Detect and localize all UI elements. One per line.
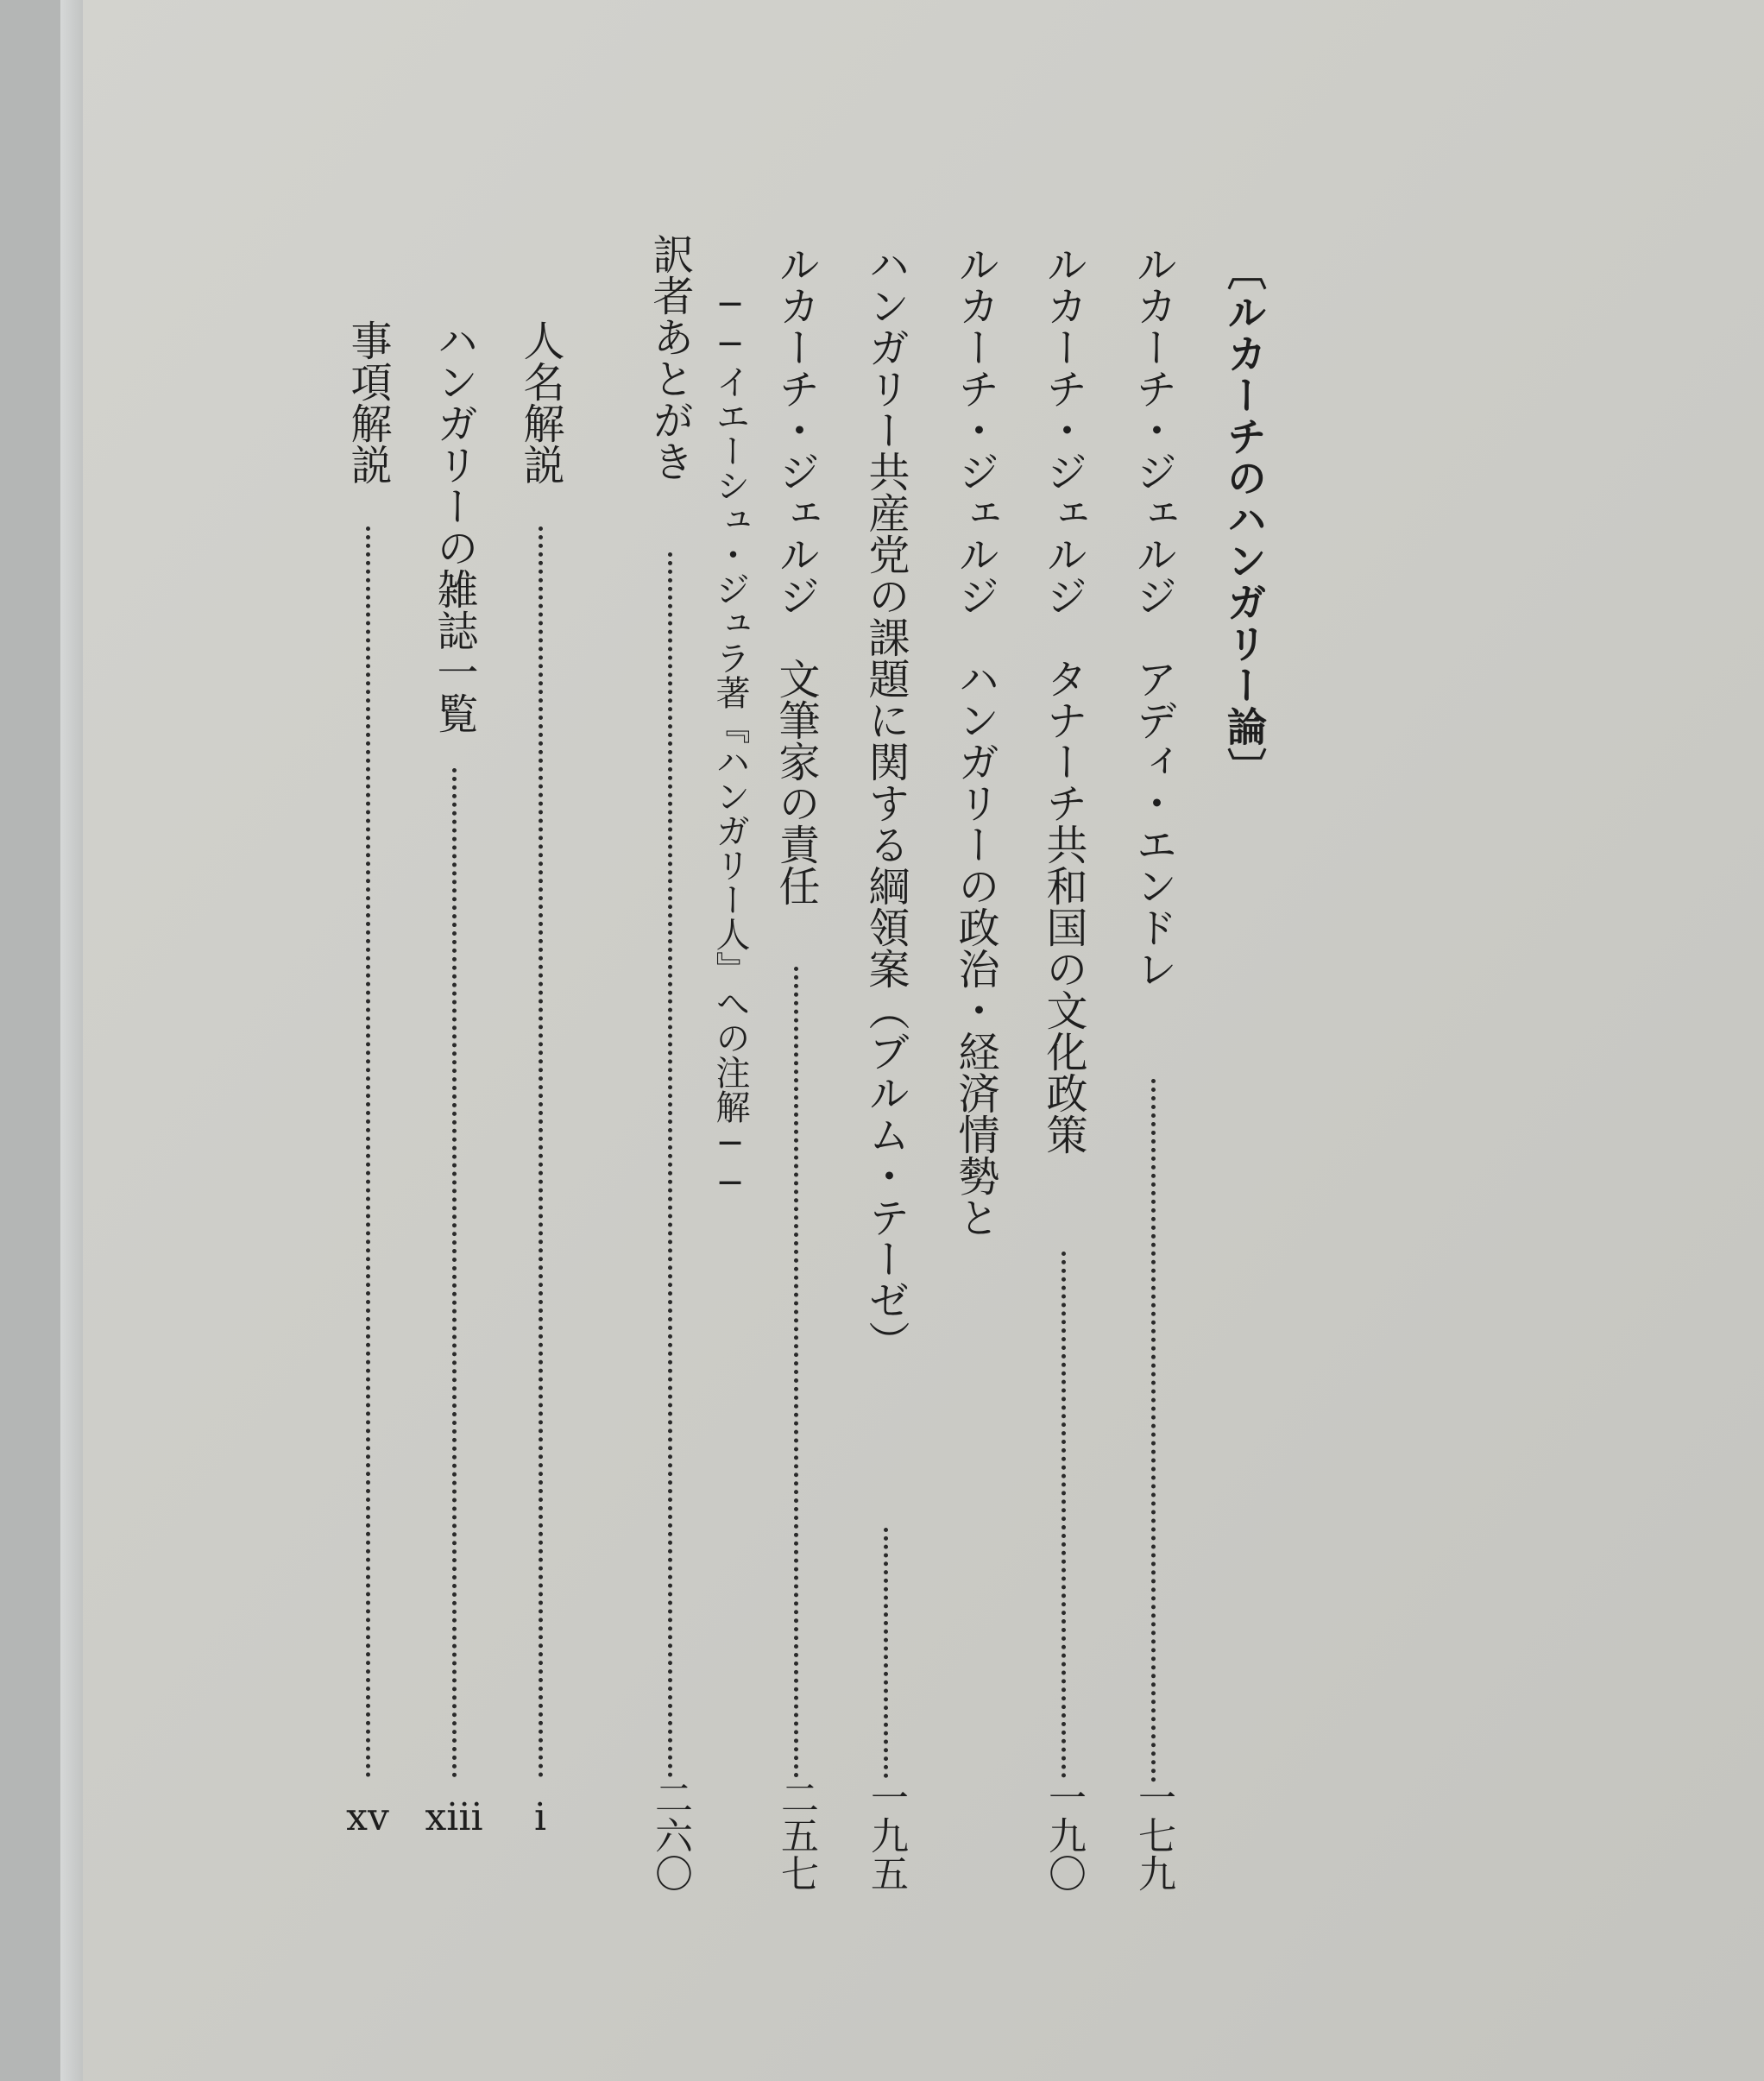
page-edge [60, 0, 83, 2081]
toc-entry-title: 訳者あとがき [646, 233, 694, 482]
toc-entry-page: 二六〇 [648, 1778, 692, 1892]
toc-entry-page: xiii [425, 1795, 483, 1839]
toc-entry-page: 一七九 [1131, 1778, 1175, 1892]
leader-dots [1062, 1252, 1066, 1778]
toc-entry-page: i [533, 1795, 547, 1839]
toc-entry-page: xv [346, 1795, 389, 1839]
background-strip [0, 0, 60, 2081]
toc-entry-title: 事項解説 [343, 319, 392, 485]
toc-entry-page: 二五七 [774, 1778, 818, 1892]
toc-entry-title: ルカーチ・ジェルジ 文筆家の責任 [772, 243, 820, 906]
toc-entry-title: 人名解説 [516, 319, 564, 485]
leader-dots [366, 527, 370, 1778]
leader-dots [668, 552, 672, 1778]
section-heading: 〔ルカーチのハンガリー論〕 [1221, 250, 1268, 789]
leader-dots [452, 768, 457, 1778]
afterword-subtitle: ──イエーシュ・ジュラ著『ハンガリー人』への注解── [710, 285, 750, 1203]
toc-entry-title: ルカーチ・ジェルジ タナーチ共和国の文化政策 [1039, 243, 1087, 1155]
toc-entry-page: 一九五 [864, 1778, 908, 1892]
toc-entry-page: 一九〇 [1042, 1778, 1086, 1892]
toc-entry-title: ルカーチ・ジェルジ アディ・エンドレ [1129, 243, 1177, 989]
leader-dots [794, 967, 798, 1778]
leader-dots [539, 527, 543, 1778]
toc-entry-title: ハンガリーの雑誌一覧 [430, 319, 478, 734]
toc-entry-title: ハンガリー共産党の課題に関する綱領案（ブルム・テーゼ） [861, 243, 910, 1362]
leader-dots [884, 1528, 888, 1778]
leader-dots [1151, 1079, 1156, 1782]
toc-page [83, 0, 1764, 2081]
toc-entry-title: ルカーチ・ジェルジ ハンガリーの政治・経済情勢と [951, 243, 999, 1238]
